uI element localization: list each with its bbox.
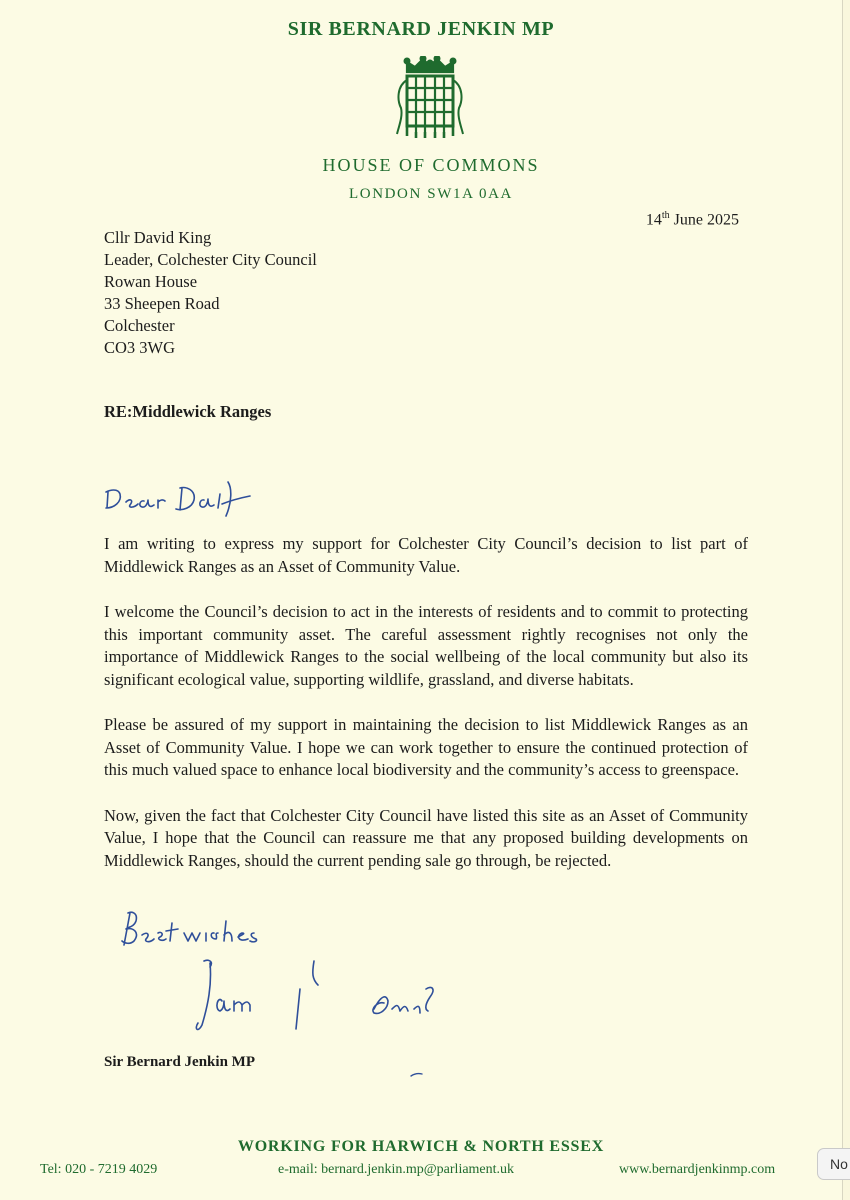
overlay-badge[interactable]: No <box>817 1148 850 1180</box>
body-paragraph: I am writing to express my support for Colchester City Council’s decision to list part of Middlewick Ranges as an Asset of Community Value. <box>104 534 748 576</box>
recipient-line: 33 Sheepen Road <box>104 294 220 313</box>
footer-telephone: Tel: 020 - 7219 4029 <box>40 1162 158 1177</box>
date-day: 14 <box>645 211 662 229</box>
recipient-address <box>104 227 317 359</box>
footer-slogan: WORKING FOR HARWICH & NORTH ESSEX <box>237 1138 605 1155</box>
recipient-line: Cllr David King <box>104 228 212 247</box>
letter-date <box>646 210 739 229</box>
recipient-line: Colchester <box>104 316 175 335</box>
pen-mark <box>408 1068 428 1082</box>
signatory-name: Sir Bernard Jenkin MP <box>104 1054 255 1070</box>
letterhead-mp-name: SIR BERNARD JENKIN MP <box>287 18 555 40</box>
body-paragraph: I welcome the Council’s decision to act in the interests of residents and to commit to protecting this important community asset. The careful assessment rightly recognises not only the importance of Middlewick Ranges to the social wellbeing of the local community but also its significant ecological value, supporting wildlife, grassland, and diverse habitats. <box>104 602 748 689</box>
footer-email[interactable]: e-mail: bernard.jenkin.mp@parliament.uk <box>278 1162 515 1177</box>
body-paragraph: Please be assured of my support in maintaining the decision to list Middlewick Ranges as an Asset of Community Value. I hope we can work together to ensure the continued protection of this much valued space to enhance local biodiversity and the community’s access to greenspace. <box>104 715 748 779</box>
portcullis-icon <box>393 56 467 140</box>
recipient-line: Leader, Colchester City Council <box>104 250 317 269</box>
letterhead-address: LONDON SW1A 0AA <box>349 186 513 202</box>
handwritten-salutation <box>100 478 270 526</box>
recipient-line: CO3 3WG <box>104 338 176 357</box>
date-suffix: th <box>661 210 670 221</box>
recipient-line: Rowan House <box>104 272 198 291</box>
letterhead-house: HOUSE OF COMMONS <box>322 155 540 175</box>
date-month-year: June 2025 <box>673 211 739 229</box>
letter-body <box>104 533 748 895</box>
handwritten-signoff-signature <box>118 905 448 1050</box>
subject-line: RE:Middlewick Ranges <box>104 402 272 421</box>
body-paragraph: Now, given the fact that Colchester City Council have listed this site as an Asset of Community Value, I hope that the Council can reassure me that any proposed building developments on Middlewick Ranges, should the current pending sale go through, be rejected. <box>104 805 748 870</box>
footer-website[interactable]: www.bernardjenkinmp.com <box>619 1162 776 1177</box>
